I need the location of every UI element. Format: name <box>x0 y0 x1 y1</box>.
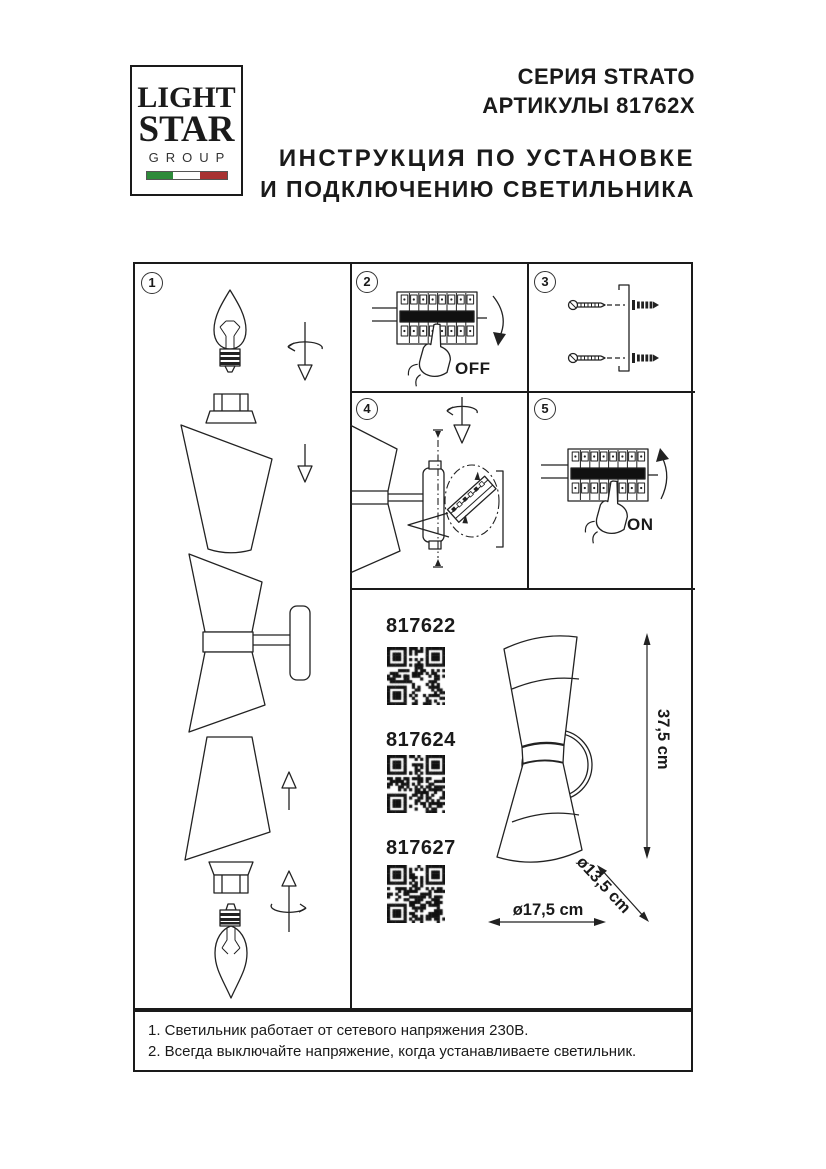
safety-notes <box>133 1010 693 1072</box>
logo-star-text: STAR <box>138 109 235 150</box>
qr-code-817627 <box>387 865 445 923</box>
article-number: 817627 <box>386 837 456 859</box>
down-arrow-icon <box>298 444 312 482</box>
plate-tab-bottom <box>429 541 441 549</box>
screw-icon <box>569 354 606 363</box>
panel3-fixings-diagram <box>529 264 695 391</box>
up-arrow-icon <box>282 772 296 810</box>
panel1-assembly-diagram <box>135 264 350 1012</box>
curved-arrow-up-icon <box>656 448 669 499</box>
logo-light-text: LIGHT <box>137 81 236 114</box>
step-1-badge: 1 <box>141 272 163 294</box>
circuit-breaker-icon <box>568 449 648 501</box>
article-number: 817622 <box>386 615 456 637</box>
large-diameter-label: ø17,5 cm <box>512 901 584 919</box>
plate-tab-top <box>429 461 441 469</box>
step-5-badge: 5 <box>534 398 556 420</box>
height-dimension-label: 37,5 cm <box>654 709 672 770</box>
rotate-up-arrow-icon <box>271 871 306 932</box>
step-3-badge: 3 <box>534 271 556 293</box>
italian-flag-stripe <box>146 171 228 180</box>
article-number: 817624 <box>386 729 456 751</box>
step-2-badge: 2 <box>356 271 378 293</box>
panel5-breaker-on-diagram <box>529 391 695 588</box>
panel4-mounting-diagram <box>350 391 527 588</box>
instruction-grid <box>133 262 693 1010</box>
instruction-title-line2: И ПОДКЛЮЧЕНИЮ СВЕТИЛЬНИКА <box>260 176 695 202</box>
step-4-badge: 4 <box>356 398 378 420</box>
wall-lamp-front-view <box>497 636 592 862</box>
height-dimension-line <box>644 633 651 859</box>
flag-red <box>200 172 227 179</box>
curved-arrow-down-icon <box>493 296 506 346</box>
note-line-2: 2. Всегда выключайте напряжение, когда устанавливаете светильник. <box>148 1043 637 1060</box>
rotate-down-arrow-icon <box>447 397 477 443</box>
panel2-breaker-off-diagram <box>350 264 527 391</box>
small-diameter-label: ø13,5 cm <box>572 853 635 917</box>
header-title-block <box>260 62 695 204</box>
wall-bracket-mark <box>496 471 503 547</box>
instruction-title-line1: ИНСТРУКЦИЯ ПО УСТАНОВКЕ <box>278 145 695 172</box>
terminal-block-icon <box>442 470 501 527</box>
upper-shade-icon <box>181 425 272 553</box>
rotate-down-arrow-icon <box>288 322 322 380</box>
socket-cover-icon <box>206 394 256 423</box>
qr-code-817624 <box>387 755 445 813</box>
lamp-body-icon <box>189 554 310 732</box>
wire-lines <box>372 308 397 321</box>
on-label: ON <box>627 515 654 534</box>
qr-code-817622 <box>387 647 445 705</box>
note-line-1: 1. Светильник работает от сетевого напряжения 230В. <box>148 1022 529 1039</box>
candle-bulb-inverted-icon <box>215 904 247 998</box>
flag-white <box>173 172 200 179</box>
wire-lines <box>541 465 568 478</box>
off-label: OFF <box>455 359 491 378</box>
series-title: СЕРИЯ STRATO <box>517 64 695 89</box>
logo-group-text: GROUP <box>148 150 232 165</box>
lightstar-logo <box>130 65 243 196</box>
candle-bulb-icon <box>214 290 246 372</box>
wall-anchor-icon <box>632 353 659 363</box>
wall-anchor-icon <box>632 300 659 310</box>
socket-cover-inverted-icon <box>209 862 253 893</box>
lamp-back-view <box>350 425 423 573</box>
screw-icon <box>569 301 606 310</box>
flag-green <box>147 172 174 179</box>
lower-shade-icon <box>185 737 270 860</box>
articles-title: АРТИКУЛЫ 81762X <box>482 93 695 118</box>
